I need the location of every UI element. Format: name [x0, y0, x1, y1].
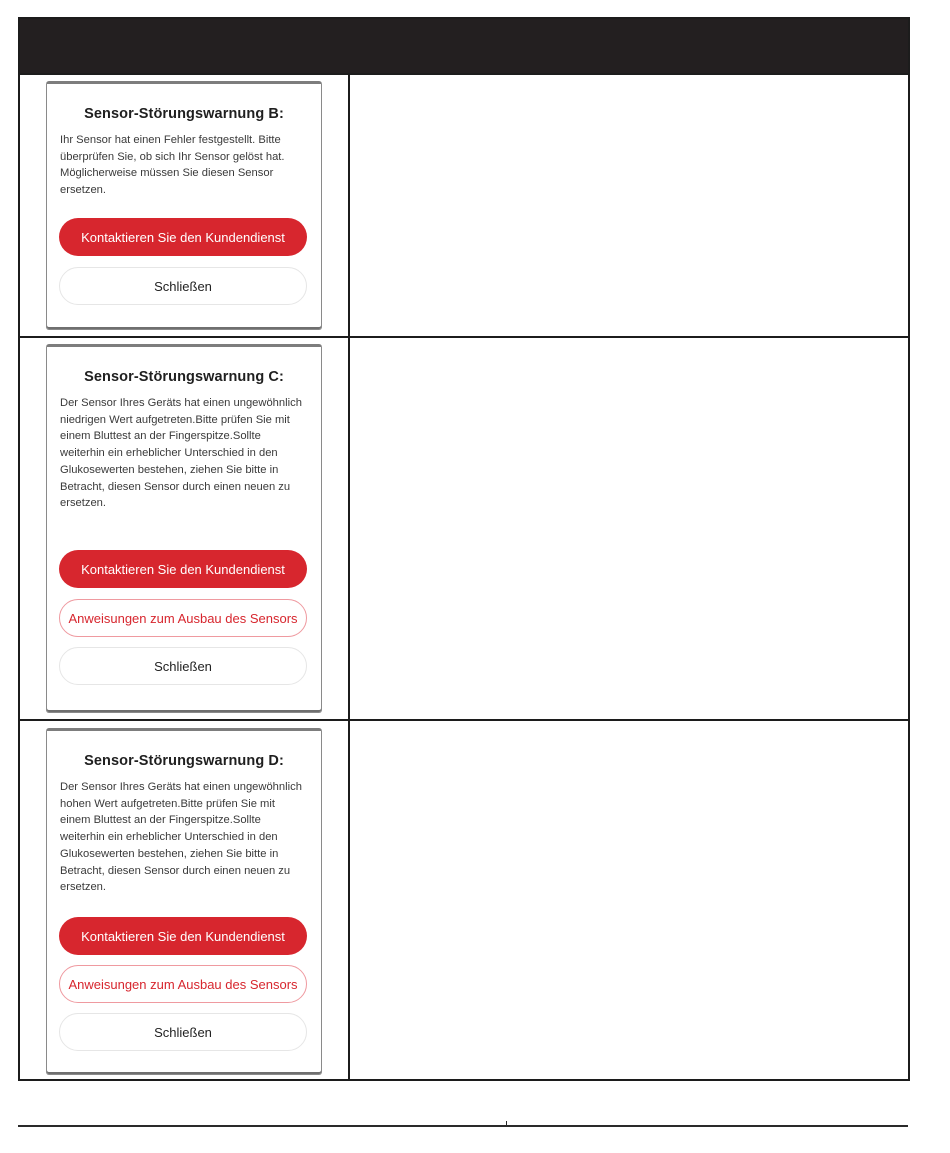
table-row-warning-c [20, 336, 908, 719]
description-cell [350, 338, 908, 719]
contact-support-button[interactable]: Kontaktieren Sie den Kundendienst [59, 917, 307, 955]
dialog-title: Sensor-Störungswarnung C: [84, 369, 284, 385]
warning-dialog-d [46, 728, 322, 1075]
dialog-title: Sensor-Störungswarnung B: [84, 106, 284, 122]
sensor-removal-instructions-button[interactable]: Anweisungen zum Ausbau des Sensors [59, 965, 307, 1003]
sensor-removal-instructions-button[interactable]: Anweisungen zum Ausbau des Sensors [59, 599, 307, 637]
table-row-warning-d [20, 719, 908, 1081]
table-header-bar [20, 19, 908, 75]
dialog-message: Der Sensor Ihres Geräts hat einen ungewöhnlich niedrigen Wert aufgetreten.Bitte prüfen Sie mit einem Bluttest an der Fingerspitze.Sollte weiterhin ein erheblicher Unterschied in den Glukosewerten bestehen, ziehen Sie bitte in Betracht, diesen Sensor durch einen neuen zu ersetzen. [60, 397, 302, 510]
description-cell [350, 75, 908, 336]
close-button[interactable]: Schließen [59, 267, 307, 305]
description-cell [350, 721, 908, 1081]
dialog-message: Der Sensor Ihres Geräts hat einen ungewöhnlich hohen Wert aufgetreten.Bitte prüfen Sie mit einem Bluttest an der Fingerspitze.Sollte weiterhin ein erheblicher Unterschied in den Glukosewerten bestehen, ziehen Sie bitte in Betracht, diesen Sensor durch einen neuen zu ersetzen. [60, 781, 302, 894]
footer-rule [18, 1125, 908, 1127]
footer-center-mark [506, 1121, 507, 1127]
close-button[interactable]: Schließen [59, 647, 307, 685]
warning-dialog-c [46, 344, 322, 713]
contact-support-button[interactable]: Kontaktieren Sie den Kundendienst [59, 218, 307, 256]
close-button[interactable]: Schließen [59, 1013, 307, 1051]
warning-dialog-b [46, 81, 322, 330]
contact-support-button[interactable]: Kontaktieren Sie den Kundendienst [59, 550, 307, 588]
table-row-warning-b [20, 73, 908, 336]
dialog-message: Ihr Sensor hat einen Fehler festgestellt. Bitte überprüfen Sie, ob sich Ihr Sensor gelöst hat. Möglicherweise müssen Sie diesen Sensor ersetzen. [60, 134, 285, 197]
dialog-title: Sensor-Störungswarnung D: [84, 753, 284, 769]
document-table [18, 17, 910, 1081]
